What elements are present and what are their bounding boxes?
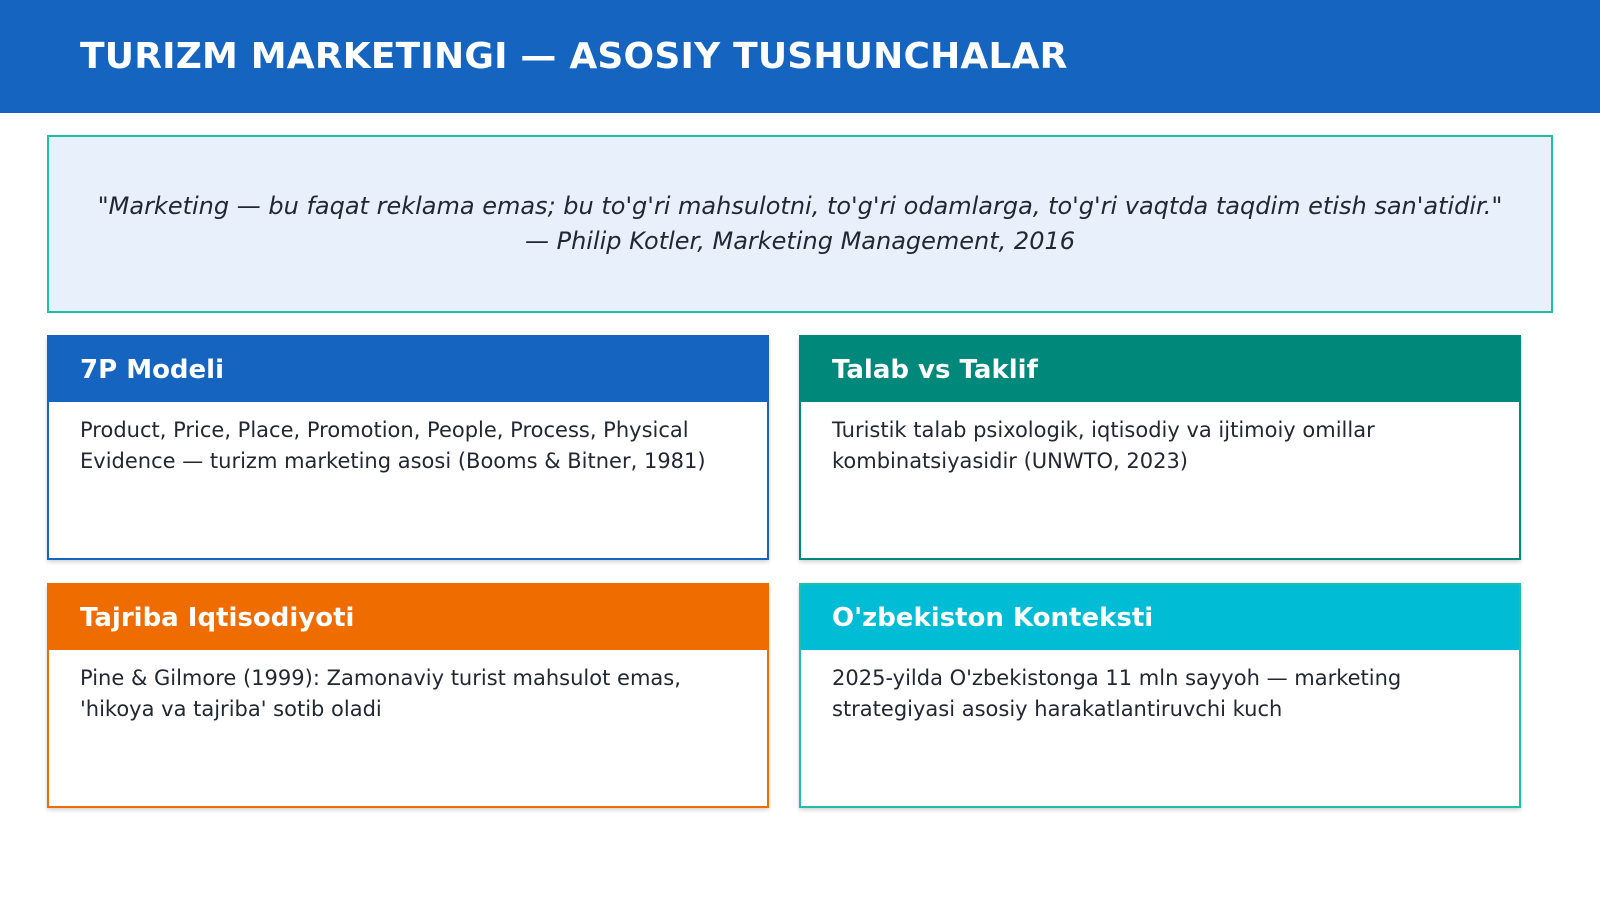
card-title: Tajriba Iqtisodiyoti: [49, 585, 767, 650]
card-title: O'zbekiston Konteksti: [801, 585, 1519, 650]
card-uzbekistan-context: [799, 583, 1521, 808]
card-experience-economy: [47, 583, 769, 808]
quote-text: "Marketing — bu faqat reklama emas; bu to'g'ri mahsulotni, to'g'ri odamlarga, to'g'ri vaqtda taqdim etish san'atidir.": [97, 192, 1503, 220]
card-title: Talab vs Taklif: [801, 337, 1519, 402]
page-title: TURIZM MARKETINGI — ASOSIY TUSHUNCHALAR: [80, 36, 1068, 77]
quote-box: [47, 135, 1553, 313]
card-body: 2025-yilda O'zbekistonga 11 mln sayyoh — marketing strategiyasi asosiy harakatlantiruvchi kuch: [832, 666, 1402, 721]
header-bar: [0, 0, 1600, 113]
card-body: Turistik talab psixologik, iqtisodiy va ijtimoiy omillar kombinatsiyasidir (UNWTO, 2023): [832, 418, 1375, 473]
card-title: 7P Modeli: [49, 337, 767, 402]
quote-attribution: — Philip Kotler, Marketing Management, 2016: [524, 227, 1076, 255]
card-body: Pine & Gilmore (1999): Zamonaviy turist mahsulot emas, 'hikoya va tajriba' sotib oladi: [80, 666, 681, 721]
card-demand-supply: [799, 335, 1521, 560]
card-7p-model: [47, 335, 769, 560]
card-body: Product, Price, Place, Promotion, People, Process, Physical Evidence — turizm marketing asosi (Booms & Bitner, 1981): [80, 418, 706, 473]
